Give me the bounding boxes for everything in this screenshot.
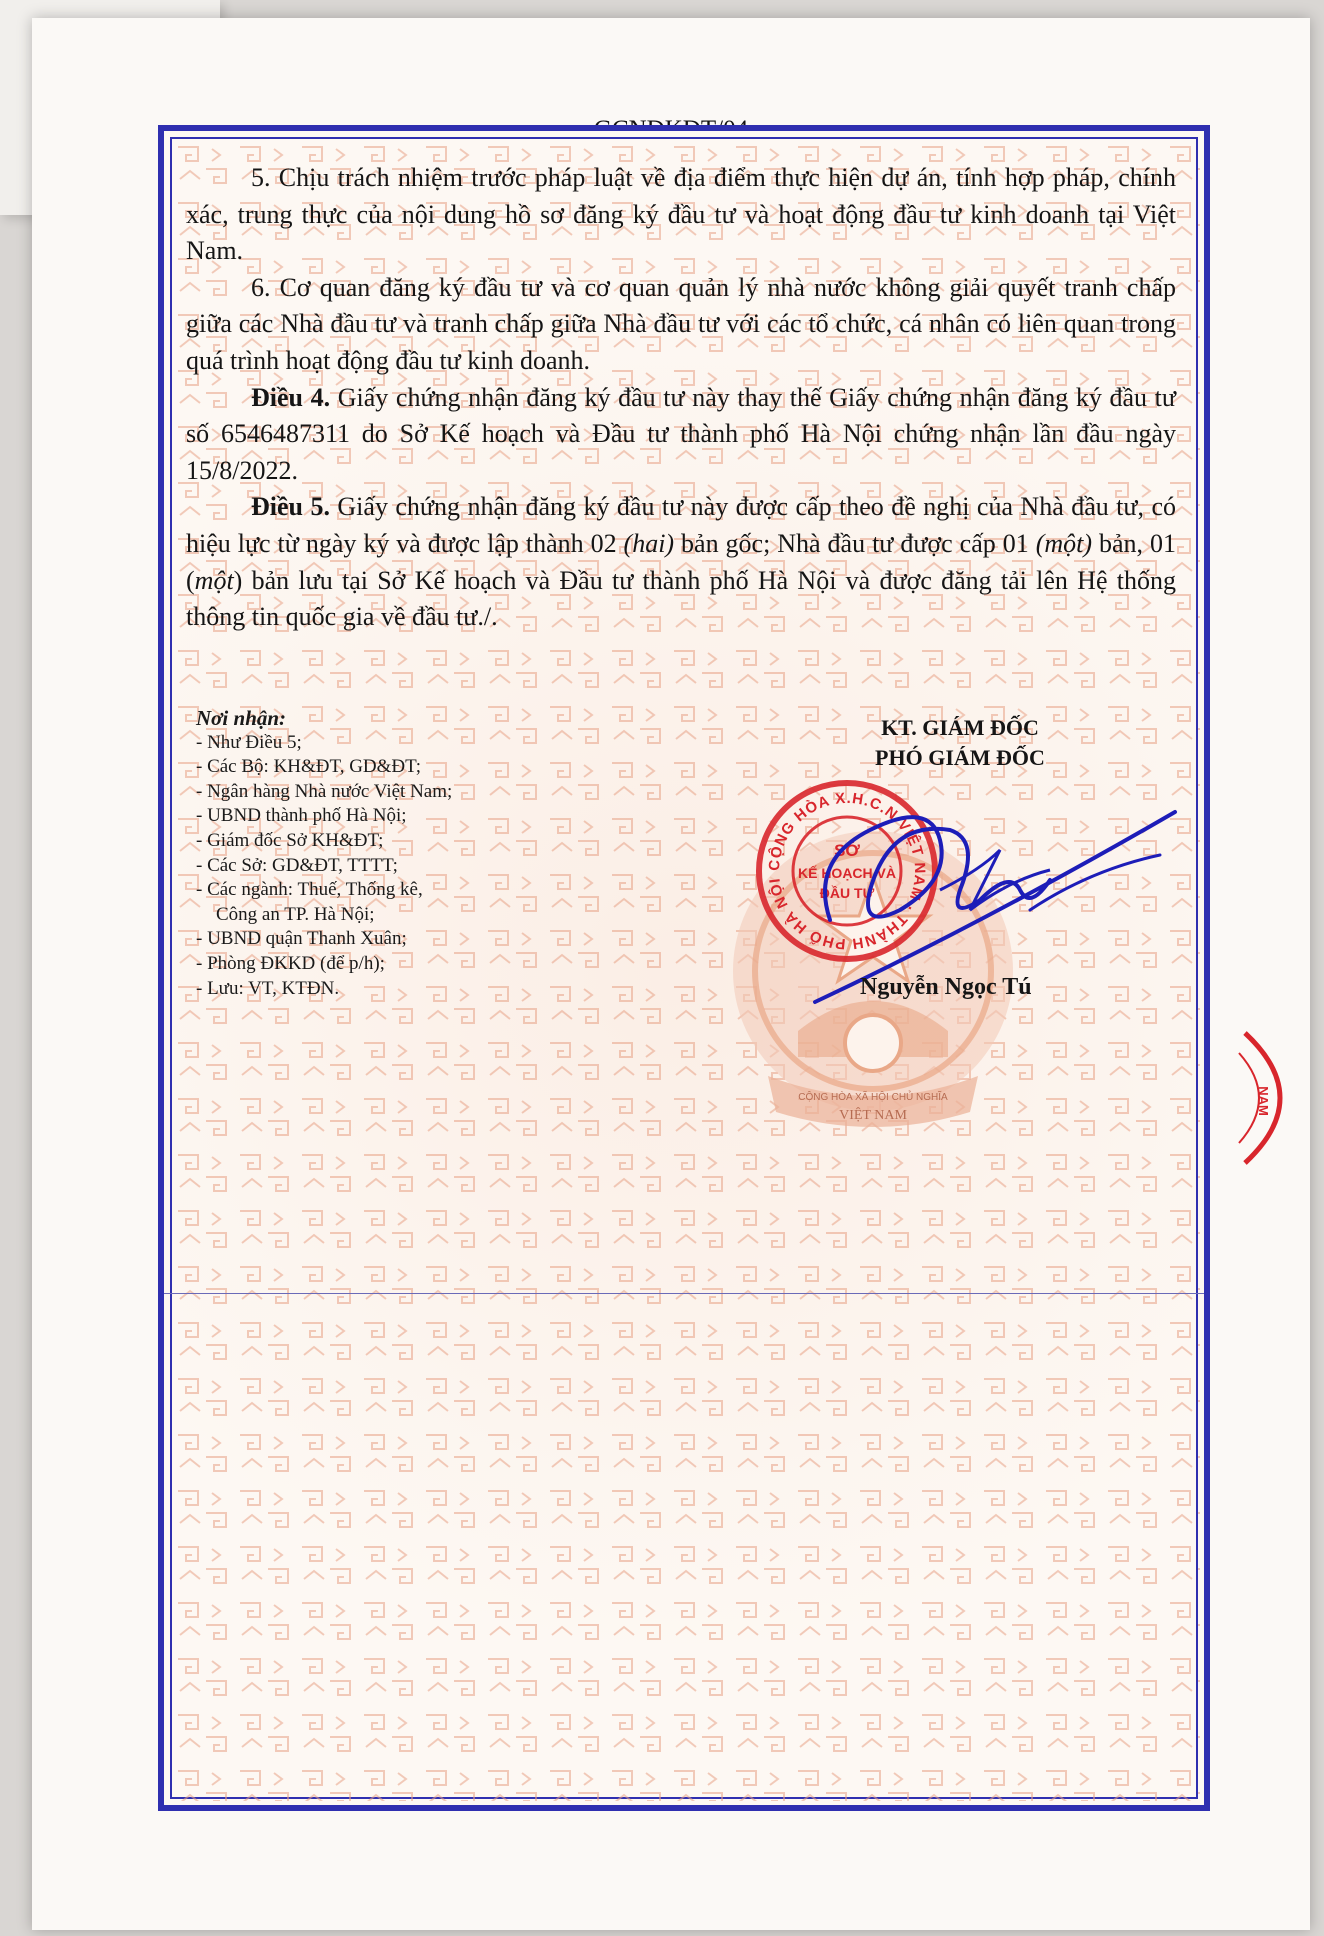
- stamp-ring-text: CỘNG HÒA X.H.C.N VIỆT NAM · THÀNH PHỐ HÀ NỘI: [765, 789, 929, 953]
- recipient-item: - Giám đốc Sở KH&ĐT;: [196, 829, 384, 851]
- edge-seal-fragment: [1235, 1023, 1295, 1173]
- recipient-item: - Ngân hàng Nhà nước Việt Nam;: [196, 780, 453, 802]
- signer-name: Nguyễn Ngọc Tú: [860, 974, 1032, 1000]
- article-5-text-b: (hai): [623, 528, 675, 558]
- recipient-item: - UBND thành phố Hà Nội;: [196, 805, 407, 827]
- recipient-item: - UBND quận Thanh Xuân;: [196, 928, 407, 950]
- clause-5: 5. Chịu trách nhiệm trước pháp luật về địa điểm thực hiện dự án, tính hợp pháp, chính xác, trung thực của nội dung hồ sơ đăng ký đầu tư và hoạt động đầu tư kinh doanh tại Việt Nam.: [186, 163, 1176, 266]
- article-5-text-a: Giấy chứng nhận đăng ký đầu tư này được cấp theo đề nghị của Nhà đầu tư, có hiệu lực từ ngày ký và được lập thành 02: [186, 492, 1176, 558]
- article-4: [186, 380, 1176, 490]
- recipients-list: [196, 706, 452, 1001]
- article-5-text-g: ) bản lưu tại Sở Kế hoạch và Đầu tư thành phố Hà Nội và được đăng tải lên Hệ thống thông tin quốc gia về đầu tư./.: [186, 565, 1176, 632]
- clause-6: 6. Cơ quan đăng ký đầu tư và cơ quan quản lý nhà nước không giải quyết tranh chấp giữa các Nhà đầu tư và tranh chấp giữa Nhà đầu tư với các tổ chức, cá nhân có liên quan trong quá trình hoạt động đầu tư kinh doanh.: [186, 272, 1176, 375]
- recipient-item: - Các ngành: Thuế, Thống kê,: [196, 879, 423, 901]
- signer-title-2: PHÓ GIÁM ĐỐC: [875, 745, 1045, 770]
- signer-title-1: KT. GIÁM ĐỐC: [881, 715, 1039, 740]
- fold-line: [164, 1293, 1204, 1294]
- article-5-text-d: (một): [1035, 528, 1093, 558]
- article-4-label: Điều 4.: [251, 382, 331, 412]
- recipient-item: - Các Sở: GD&ĐT, TTTT;: [196, 854, 398, 876]
- article-5-text-c: bản gốc; Nhà đầu tư được cấp 01: [674, 528, 1036, 558]
- emblem-ribbon-top: CỘNG HÒA XÃ HỘI CHỦ NGHĨA: [798, 1092, 948, 1103]
- recipients-heading: Nơi nhận:: [196, 706, 287, 730]
- article-5-label: Điều 5.: [251, 492, 330, 522]
- article-5-text-e: bản, 01 (: [186, 528, 1176, 595]
- stamp-center-top: SỞ: [834, 841, 860, 860]
- recipient-item: - Lưu: VT, KTĐN.: [196, 977, 340, 999]
- recipient-item: - Các Bộ: KH&ĐT, GD&ĐT;: [196, 756, 421, 778]
- recipient-item: - Phòng ĐKKD (để p/h);: [196, 952, 385, 974]
- recipient-item: - Như Điều 5;: [196, 731, 302, 753]
- emblem-ribbon-bottom: VIỆT NAM: [839, 1108, 907, 1123]
- certificate-body: [186, 160, 1176, 636]
- stamp-center-mid: KẾ HOẠCH VÀ: [797, 865, 897, 881]
- recipient-item: Công an TP. Hà Nội;: [216, 903, 375, 925]
- article-5-text-f: một: [194, 565, 234, 595]
- edge-seal-text: NAM: [1256, 1086, 1271, 1116]
- article-4-text: Giấy chứng nhận đăng ký đầu tư này thay thế Giấy chứng nhận đăng ký đầu tư số 6546487311 do Sở Kế hoạch và Đầu tư thành phố Hà Nội chứng nhận lần đầu ngày 15/8/2022.: [186, 382, 1176, 485]
- article-5: [186, 489, 1176, 635]
- stamp-center-bot: ĐẦU TƯ: [819, 885, 875, 901]
